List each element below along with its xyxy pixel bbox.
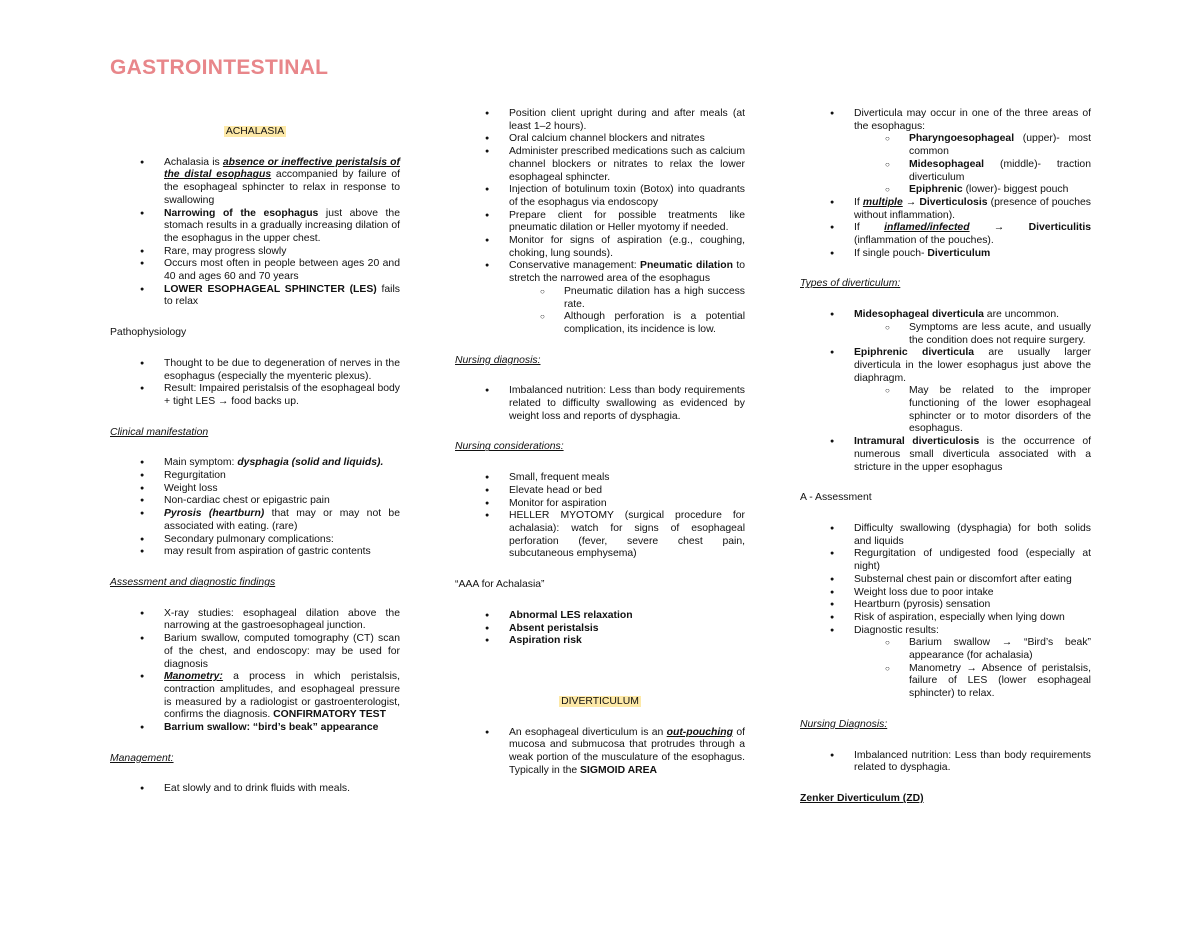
sub-list-item: ○ Pharyngoesophageal (upper)- most common [800,133,1091,158]
heading-nursing-diagnosis: Nursing diagnosis: [455,354,541,366]
list-item: ● Barrium swallow: “bird’s beak” appearance [110,722,400,735]
section-title-diverticulum: DIVERTICULUM [561,695,639,707]
sub-list-item: ○ Pneumatic dilation has a high success rate. [455,286,745,311]
list-item: ● An esophageal diverticulum is an out-pouching of mucosa and submucosa that protrudes through a weak portion of the musculature of the esophagus. Typically in the SIGMOID AREA [455,727,745,778]
list-item: ● Monitor for signs of aspiration (e.g., coughing, choking, lung sounds). [455,235,745,260]
list-item: ● Conservative management: Pneumatic dilation to stretch the narrowed area of the esophagus [455,260,745,285]
clinical-list [110,457,400,559]
sub-list-item: ○ Barium swallow → “Bird’s beak” appearance (for achalasia) [800,637,1091,662]
list-item: ● If single pouch- Diverticulum [800,248,1091,261]
sub-list-item: ○ Symptoms are less acute, and usually the condition does not require surgery. [800,322,1091,347]
heading-aaa: “AAA for Achalasia” [455,579,545,591]
list-item: ● Small, frequent meals [455,472,745,485]
heading-a-assessment: A - Assessment [800,492,872,504]
heading-management: Management: [110,752,174,764]
list-item: ● Result: Impaired peristalsis of the esophageal body + tight LES → food backs up. [110,383,400,408]
heading-pathophysiology: Pathophysiology [110,327,187,339]
patho-list [110,358,400,409]
list-item: ● Main symptom: dysphagia (solid and liquids). [110,457,400,470]
heading-nursing-considerations: Nursing considerations: [455,441,564,453]
heading-types-of-diverticulum: Types of diverticulum: [800,278,901,290]
list-item: ● Position client upright during and after meals (at least 1–2 hours). [455,108,745,133]
document-title: GASTROINTESTINAL [110,56,329,79]
list-item: ● Epiphrenic diverticula are usually larger diverticula in the lower esophagus just above the diaphragm. [800,347,1091,385]
list-item: ● Rare, may progress slowly [110,246,400,259]
list-item: ● Non-cardiac chest or epigastric pain [110,495,400,508]
heading-zenker-diverticulum: Zenker Diverticulum (ZD) [800,792,924,804]
list-item: ● Abnormal LES relaxation [455,610,745,623]
list-item: ● Intramural diverticulosis is the occurrence of numerous small diverticula associated with a stricture in the upper esophagus [800,436,1091,474]
list-item: ● Barium swallow, computed tomography (CT) scan of the chest, and endoscopy: may be used for diagnosis [110,633,400,671]
nursing-diagnosis-list-2 [800,750,1091,775]
list-item: ● Diverticula may occur in one of the three areas of the esophagus: [800,108,1091,133]
list-item: ● Manometry: a process in which peristalsis, contraction amplitudes, and esophageal pressure is measured by a radiologist or gastroenterologist, confirms the diagnosis. CONFIRMATORY TEST [110,671,400,722]
list-item: ● Aspiration risk [455,635,745,648]
areas-list [800,108,1091,260]
column-2 [455,108,745,777]
a-assessment-list [800,523,1091,701]
list-item: ● Eat slowly and to drink fluids with meals. [110,783,400,796]
list-item: ● Monitor for aspiration [455,498,745,511]
list-item: ● Oral calcium channel blockers and nitrates [455,133,745,146]
list-item: ● Elevate head or bed [455,485,745,498]
management-continued-list [455,108,745,337]
list-item: ● HELLER MYOTOMY (surgical procedure for achalasia): watch for signs of esophageal perforation (fever, severe chest pain, subcutaneous emphysema) [455,510,745,561]
sub-list-item: ○ Epiphrenic (lower)- biggest pouch [800,184,1091,197]
list-item: ● Regurgitation of undigested food (especially at night) [800,548,1091,573]
list-item: ● Narrowing of the esophagus just above the stomach results in a gradually increasing dilation of the esophagus in the upper chest. [110,208,400,246]
sub-list-item: ○ Manometry → Absence of peristalsis, failure of LES (lower esophageal sphincter) to relax. [800,663,1091,701]
section-title-achalasia: ACHALASIA [225,126,285,137]
list-item: ● Weight loss due to poor intake [800,587,1091,600]
list-item: ● Occurs most often in people between ages 20 and 40 and ages 60 and 70 years [110,258,400,283]
sub-list-item: ○ May be related to the improper functioning of the lower esophageal sphincter or to motor disorders of the esophagus. [800,385,1091,436]
list-item: ● Achalasia is absence or ineffective peristalsis of the distal esophagus accompanied by failure of the esophageal sphincter to relax in response to swallowing [110,157,400,208]
list-item: ● If multiple → Diverticulosis (presence of pouches without inflammation). [800,197,1091,222]
list-item: ● LOWER ESOPHAGEAL SPHINCTER (LES) fails to relax [110,284,400,309]
list-item: ● Pyrosis (heartburn) that may or may not be associated with eating. (rare) [110,508,400,533]
column-1 [110,108,400,796]
list-item: ● Prepare client for possible treatments like pneumatic dilation or Heller myotomy if needed. [455,210,745,235]
achalasia-intro-list [110,157,400,309]
list-item: ● Regurgitation [110,470,400,483]
diverticulum-list [455,727,745,778]
sub-list-item: ○ Midesophageal (middle)- traction diverticulum [800,159,1091,184]
list-item: ● Imbalanced nutrition: Less than body requirements related to dysphagia. [800,750,1091,775]
list-item: ● Risk of aspiration, especially when lying down [800,612,1091,625]
list-item: ● Heartburn (pyrosis) sensation [800,599,1091,612]
assessment-list [110,608,400,735]
heading-nursing-diagnosis-2: Nursing Diagnosis: [800,718,888,730]
list-item: ● Diagnostic results: [800,625,1091,638]
list-item: ● may result from aspiration of gastric contents [110,546,400,559]
aaa-list [455,610,745,648]
heading-assessment-diagnostic: Assessment and diagnostic findings [110,576,276,588]
list-item: ● Secondary pulmonary complications: [110,534,400,547]
list-item: ● Difficulty swallowing (dysphagia) for both solids and liquids [800,523,1091,548]
list-item: ● Midesophageal diverticula are uncommon. [800,309,1091,322]
types-list [800,309,1091,474]
list-item: ● Substernal chest pain or discomfort after eating [800,574,1091,587]
list-item: ● X-ray studies: esophageal dilation above the narrowing at the gastroesophageal junction. [110,608,400,633]
nursing-diagnosis-list [455,385,745,423]
list-item: ● Absent peristalsis [455,623,745,636]
list-item: ● Weight loss [110,483,400,496]
sub-list-item: ○ Although perforation is a potential complication, its incidence is low. [455,311,745,336]
list-item: ● Imbalanced nutrition: Less than body requirements related to difficulty swallowing as evidenced by weight loss and reports of dysphagia. [455,385,745,423]
list-item: ● Thought to be due to degeneration of nerves in the esophagus (especially the myenteric plexus). [110,358,400,383]
list-item: ● Administer prescribed medications such as calcium channel blockers or nitrates to relax the lower esophageal sphincter. [455,146,745,184]
heading-clinical-manifestation: Clinical manifestation [110,426,209,438]
list-item: ● If inflamed/infected → Diverticulitis (inflammation of the pouches). [800,222,1091,247]
management-list [110,783,400,796]
nursing-considerations-list [455,472,745,561]
list-item: ● Injection of botulinum toxin (Botox) into quadrants of the esophagus via endoscopy [455,184,745,209]
column-3 [800,108,1091,824]
